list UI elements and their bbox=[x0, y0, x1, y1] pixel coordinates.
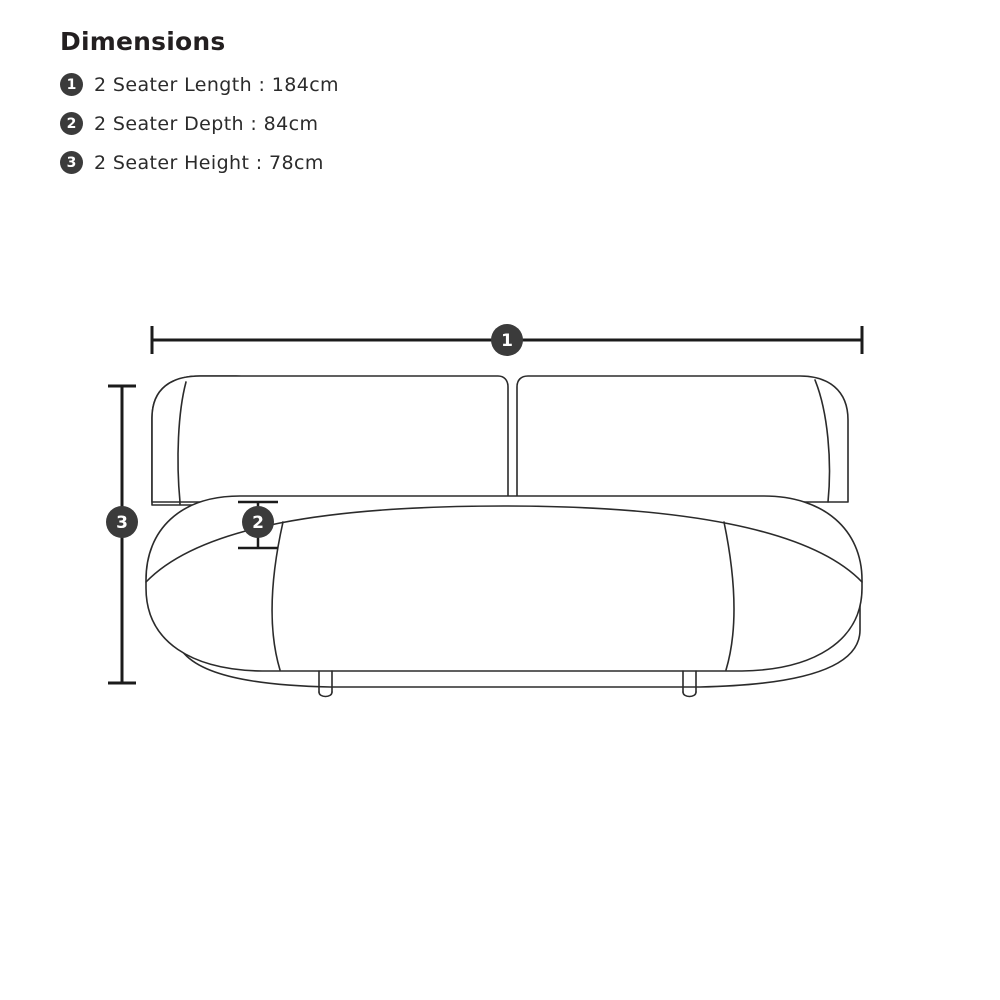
dimensions-legend bbox=[60, 28, 339, 189]
legend-label-height: 2 Seater Height : 78cm bbox=[94, 151, 324, 174]
dimension-length bbox=[152, 324, 862, 356]
dimension-height bbox=[106, 386, 138, 683]
page-title: Dimensions bbox=[60, 27, 226, 56]
list-item bbox=[60, 150, 339, 176]
legend-label-depth: 2 Seater Depth : 84cm bbox=[94, 112, 319, 135]
list-item bbox=[60, 111, 339, 137]
legend-badge-1: 1 bbox=[60, 73, 83, 96]
legend-label-length: 2 Seater Length : 184cm bbox=[94, 73, 339, 96]
legend-badge-3: 3 bbox=[60, 151, 83, 174]
legend-badge-2: 2 bbox=[60, 112, 83, 135]
marker-length-label: 1 bbox=[501, 331, 513, 351]
sofa-dimension-drawing bbox=[0, 290, 1000, 740]
marker-depth-label: 2 bbox=[252, 513, 264, 533]
marker-height-label: 3 bbox=[116, 513, 128, 533]
list-item bbox=[60, 72, 339, 98]
